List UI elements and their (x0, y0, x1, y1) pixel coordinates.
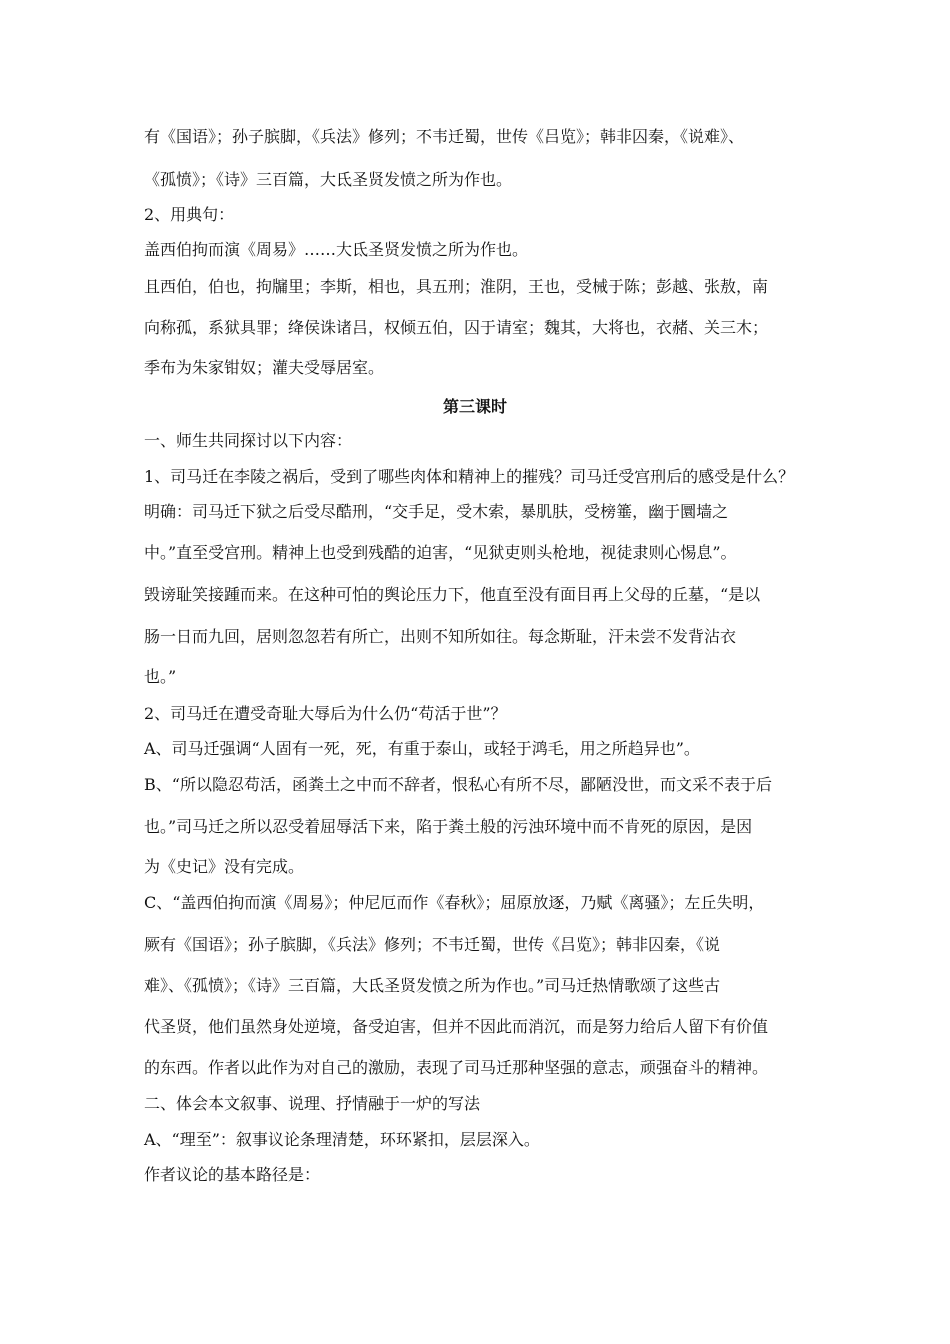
text-line: 难》、《孤愤》；《诗》三百篇，大氐圣贤发愤之所为作也。”司马迁热情歌颂了这些古 (144, 976, 721, 995)
text-line: 《孤愤》；《诗》三百篇，大氐圣贤发愤之所为作也。 (144, 170, 513, 189)
text-line: 代圣贤，他们虽然身处逆境，备受迫害，但并不因此而消沉，而是努力给后人留下有价值 (144, 1017, 769, 1036)
text-line: 也。” (144, 667, 177, 686)
text-line: 中。”直至受宫刑。精神上也受到残酷的迫害，“见狱吏则头枪地，视徒隶则心惕息”。 (144, 543, 737, 562)
text-line: 二、体会本文叙事、说理、抒情融于一炉的写法 (144, 1094, 481, 1113)
text-line: 2、司马迁在遭受奇耻大辱后为什么仍“苟活于世”？ (144, 704, 507, 723)
text-line: B、“所以隐忍苟活，函粪土之中而不辞者，恨私心有所不尽，鄙陋没世，而文采不表于后 (144, 775, 772, 794)
text-line: 有《国语》；孙子膑脚，《兵法》修列；不韦迁蜀，世传《吕览》；韩非囚秦，《说难》、 (144, 127, 745, 146)
text-line: 为《史记》没有完成。 (144, 857, 305, 876)
text-line: 季布为朱家钳奴；灌夫受辱居室。 (144, 358, 385, 377)
section-heading: 第三课时 (442, 397, 507, 416)
text-line: 肠一日而九回，居则忽忽若有所亡，出则不知所如往。每念斯耻，汗未尝不发背沾衣 (144, 627, 737, 646)
text-line: 毁谤耻笑接踵而来。在这种可怕的舆论压力下，他直至没有面目再上父母的丘墓，“是以 (144, 585, 761, 604)
text-line: 1、司马迁在李陵之祸后，受到了哪些肉体和精神上的摧残？司马迁受宫刑后的感受是什么？ (144, 467, 795, 486)
text-line: 厥有《国语》；孙子膑脚，《兵法》修列；不韦迁蜀，世传《吕览》；韩非囚秦，《说 (144, 935, 721, 954)
text-line: 一、师生共同探讨以下内容： (144, 431, 353, 450)
text-line: 作者议论的基本路径是： (144, 1165, 321, 1184)
text-line: 向称孤，系狱具罪；绛侯诛诸吕，权倾五伯，囚于请室；魏其，大将也，衣赭、关三木； (144, 318, 769, 337)
text-line: 的东西。作者以此作为对自己的激励，表现了司马迁那种坚强的意志，顽强奋斗的精神。 (144, 1058, 769, 1077)
text-line: 且西伯，伯也，拘牖里；李斯，相也，具五刑；淮阴，王也，受械于陈；彭越、张敖，南 (144, 277, 769, 296)
text-line: A、“理至”：叙事议论条理清楚，环环紧扣，层层深入。 (144, 1130, 540, 1149)
text-line: 也。”司马迁之所以忍受着屈辱活下来，陷于粪土般的污浊环境中而不肯死的原因，是因 (144, 817, 753, 836)
text-line: 盖西伯拘而演《周易》……大氐圣贤发愤之所为作也。 (144, 240, 529, 259)
text-line: 明确：司马迁下狱之后受尽酷刑，“交手足，受木索，暴肌肤，受榜箠，幽于圜墙之 (144, 502, 729, 521)
text-line: A、司马迁强调“人固有一死，死，有重于泰山，或轻于鸿毛，用之所趋异也”。 (144, 739, 700, 758)
text-line: 2、用典句： (144, 205, 235, 224)
text-line: C、“盖西伯拘而演《周易》；仲尼厄而作《春秋》；屈原放逐，乃赋《离骚》；左丘失明， (144, 893, 765, 912)
